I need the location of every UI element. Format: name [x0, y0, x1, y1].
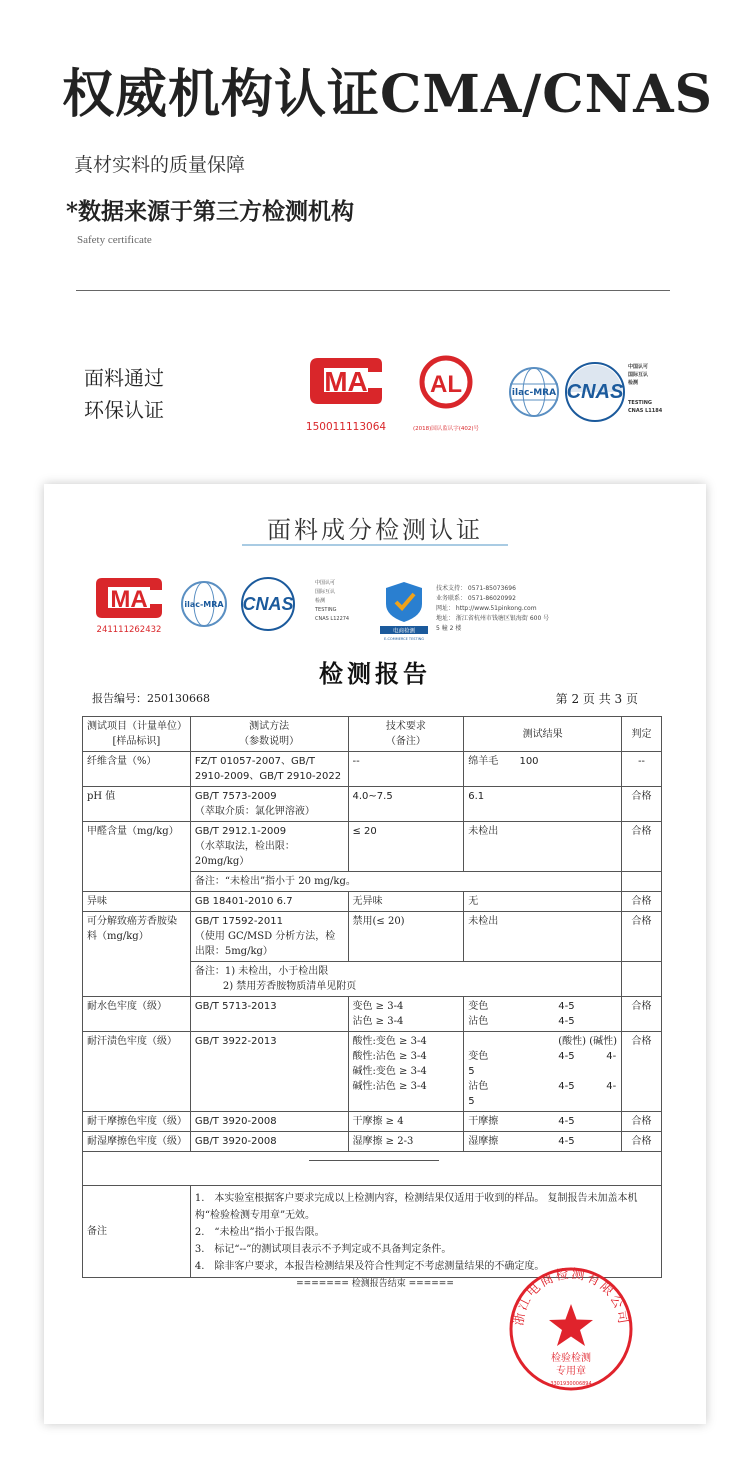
shield-icon	[380, 582, 428, 641]
english-label: Safety certificate	[77, 234, 152, 246]
table-row: 耐干摩擦色牢度（级） GB/T 3920-2008 干摩擦 ≥ 4 干摩擦 4-5 合格	[83, 1112, 662, 1132]
table-row: 纤维含量（%） FZ/T 01057-2007、GB/T 2910-2009、GB/T 2910-2022 -- 绵羊毛 100 --	[83, 752, 662, 787]
table-row: 耐水色牢度（级） GB/T 5713-2013 变色 ≥ 3-4 沾色 ≥ 3-4 变色 4-5 沾色 4-5 合格	[83, 997, 662, 1032]
svg-text:CNAS L12274: CNAS L12274	[315, 616, 350, 622]
report-title: 检测报告	[319, 659, 431, 688]
stamp-line-1: 检验检测	[551, 1353, 591, 1364]
contact-info: 技术支持： 0571-85073696 业务联系： 0571-86020992 网址： http://www.51pinkong.com 地址： 浙江省杭州市钱塘区银海街 600 号 5 幢 2 楼	[436, 585, 550, 632]
certification-logos	[302, 352, 677, 436]
cal-logo	[413, 358, 480, 432]
stamp-number: 3301930006894	[550, 1381, 592, 1387]
cnas-mark: CNAS	[566, 381, 624, 403]
cma-mark: MA	[324, 366, 368, 397]
report-cma-mark: MA	[110, 586, 148, 613]
remarks-row: 备注 1. 本实验室根据客户要求完成以上检测内容，检测结果仅适用于收到的样品。 复制报告未加盖本机构“检验检测专用章”无效。 2. “未检出”指小于报告限。 3. 标记“--”的测试项目表示不予判定或不具备判定条件。 4. 除非客户要求，本报告检测结果及符合性判定不考虑测量结果的不确定度。	[83, 1186, 662, 1278]
stamp-arc-text: 浙江电商检测有限公司	[511, 1266, 631, 1327]
report-end-line: ======= 检测报告结束 ======	[296, 1279, 454, 1289]
report-number: 报告编号：250130668	[92, 692, 210, 705]
cal-mark: AL	[430, 371, 462, 398]
page-info: 第 2 页 共 3 页	[555, 692, 638, 706]
table-row: 甲醛含量（mg/kg） GB/T 2912.1-2009 （水萃取法，检出限：20mg/kg） ≤ 20 未检出 合格	[83, 822, 662, 872]
subtitle: 真材实料的质量保障	[74, 154, 246, 176]
report-cnas-logo	[242, 578, 294, 630]
svg-text:TESTING: TESTING	[628, 400, 652, 406]
table-row: 耐汗渍色牢度（级） GB/T 3922-2013 酸性:变色 ≥ 3-4 酸性:沾色 ≥ 3-4 碱性:变色 ≥ 3-4 碱性:沾色 ≥ 3-4 (酸性) (碱性) 变色 4-5 4-5 沾色 4-5 4-5 合格	[83, 1032, 662, 1112]
report-cma-number: 241111262432	[96, 625, 162, 635]
pass-line-1: 面料通过	[84, 366, 164, 390]
stamp-line-2: 专用章	[556, 1366, 586, 1377]
report-ilac-logo	[182, 582, 226, 626]
svg-text:检测: 检测	[628, 380, 639, 386]
ilac-logo	[510, 368, 558, 416]
cnas-logo	[566, 363, 624, 421]
star-icon	[549, 1304, 593, 1346]
sheet-title: 面料成分检测认证	[267, 516, 483, 544]
svg-text:TESTING: TESTING	[315, 607, 337, 613]
cma-number: 150011113064	[305, 421, 387, 433]
shield-caption: 电商检测	[392, 628, 416, 635]
table-row-note: 备注：“未检出”指小于 20 mg/kg。	[83, 872, 662, 892]
divider	[76, 290, 670, 291]
cnas-side-text	[628, 363, 663, 414]
table-row: 异味 GB 18401-2010 6.7 无异味 无 合格	[83, 892, 662, 912]
table-header: 测试项目（计量单位） [样品标识] 测试方法 （参数说明） 技术要求 （备注） 测试结果 判定	[83, 717, 662, 752]
svg-text:CNAS L1184: CNAS L1184	[628, 408, 663, 414]
svg-text:国际互认: 国际互认	[628, 372, 649, 378]
svg-text:国际互认: 国际互认	[315, 589, 336, 595]
svg-text:CNAS: CNAS	[242, 594, 294, 614]
pass-line-2: 环保认证	[84, 398, 164, 422]
data-source-note: *数据来源于第三方检测机构	[66, 198, 355, 225]
results-table	[82, 716, 662, 1278]
ilac-mark: ilac-MRA	[511, 388, 557, 398]
report-cma-logo	[96, 578, 162, 635]
table-row: pH 值 GB/T 7573-2009 （萃取介质：氯化钾溶液） 4.0~7.5 6.1 合格	[83, 787, 662, 822]
page-title: 权威机构认证CMA/CNAS	[62, 64, 714, 125]
test-report-sheet	[44, 484, 706, 1424]
svg-text:中国认可: 中国认可	[315, 580, 336, 586]
pass-text	[84, 362, 164, 426]
sheet-title-underline	[242, 544, 508, 546]
svg-text:ilac-MRA: ilac-MRA	[184, 600, 224, 609]
table-row-blank	[83, 1152, 662, 1186]
report-logos	[92, 574, 652, 644]
svg-text:检测: 检测	[315, 598, 326, 604]
table-row: 可分解致癌芳香胺染料（mg/kg） GB/T 17592-2011 （使用 GC/MSD 分析方法，检出限：5mg/kg） 禁用(≤ 20) 未检出 合格	[83, 912, 662, 962]
table-row-note: 备注：1) 未检出，小于检出限 2) 禁用芳香胺物质清单见附页	[83, 962, 662, 997]
official-stamp	[506, 1264, 636, 1394]
svg-text:中国认可: 中国认可	[628, 364, 649, 370]
cal-caption: (2018)国认监认字(402)号	[412, 426, 480, 432]
table-row: 耐湿摩擦色牢度（级） GB/T 3920-2008 湿摩擦 ≥ 2-3 湿摩擦 4-5 合格	[83, 1132, 662, 1152]
report-cnas-side-text	[314, 579, 349, 622]
cma-logo	[306, 358, 386, 433]
svg-text:E-COMMERCE TESTING: E-COMMERCE TESTING	[383, 637, 425, 641]
